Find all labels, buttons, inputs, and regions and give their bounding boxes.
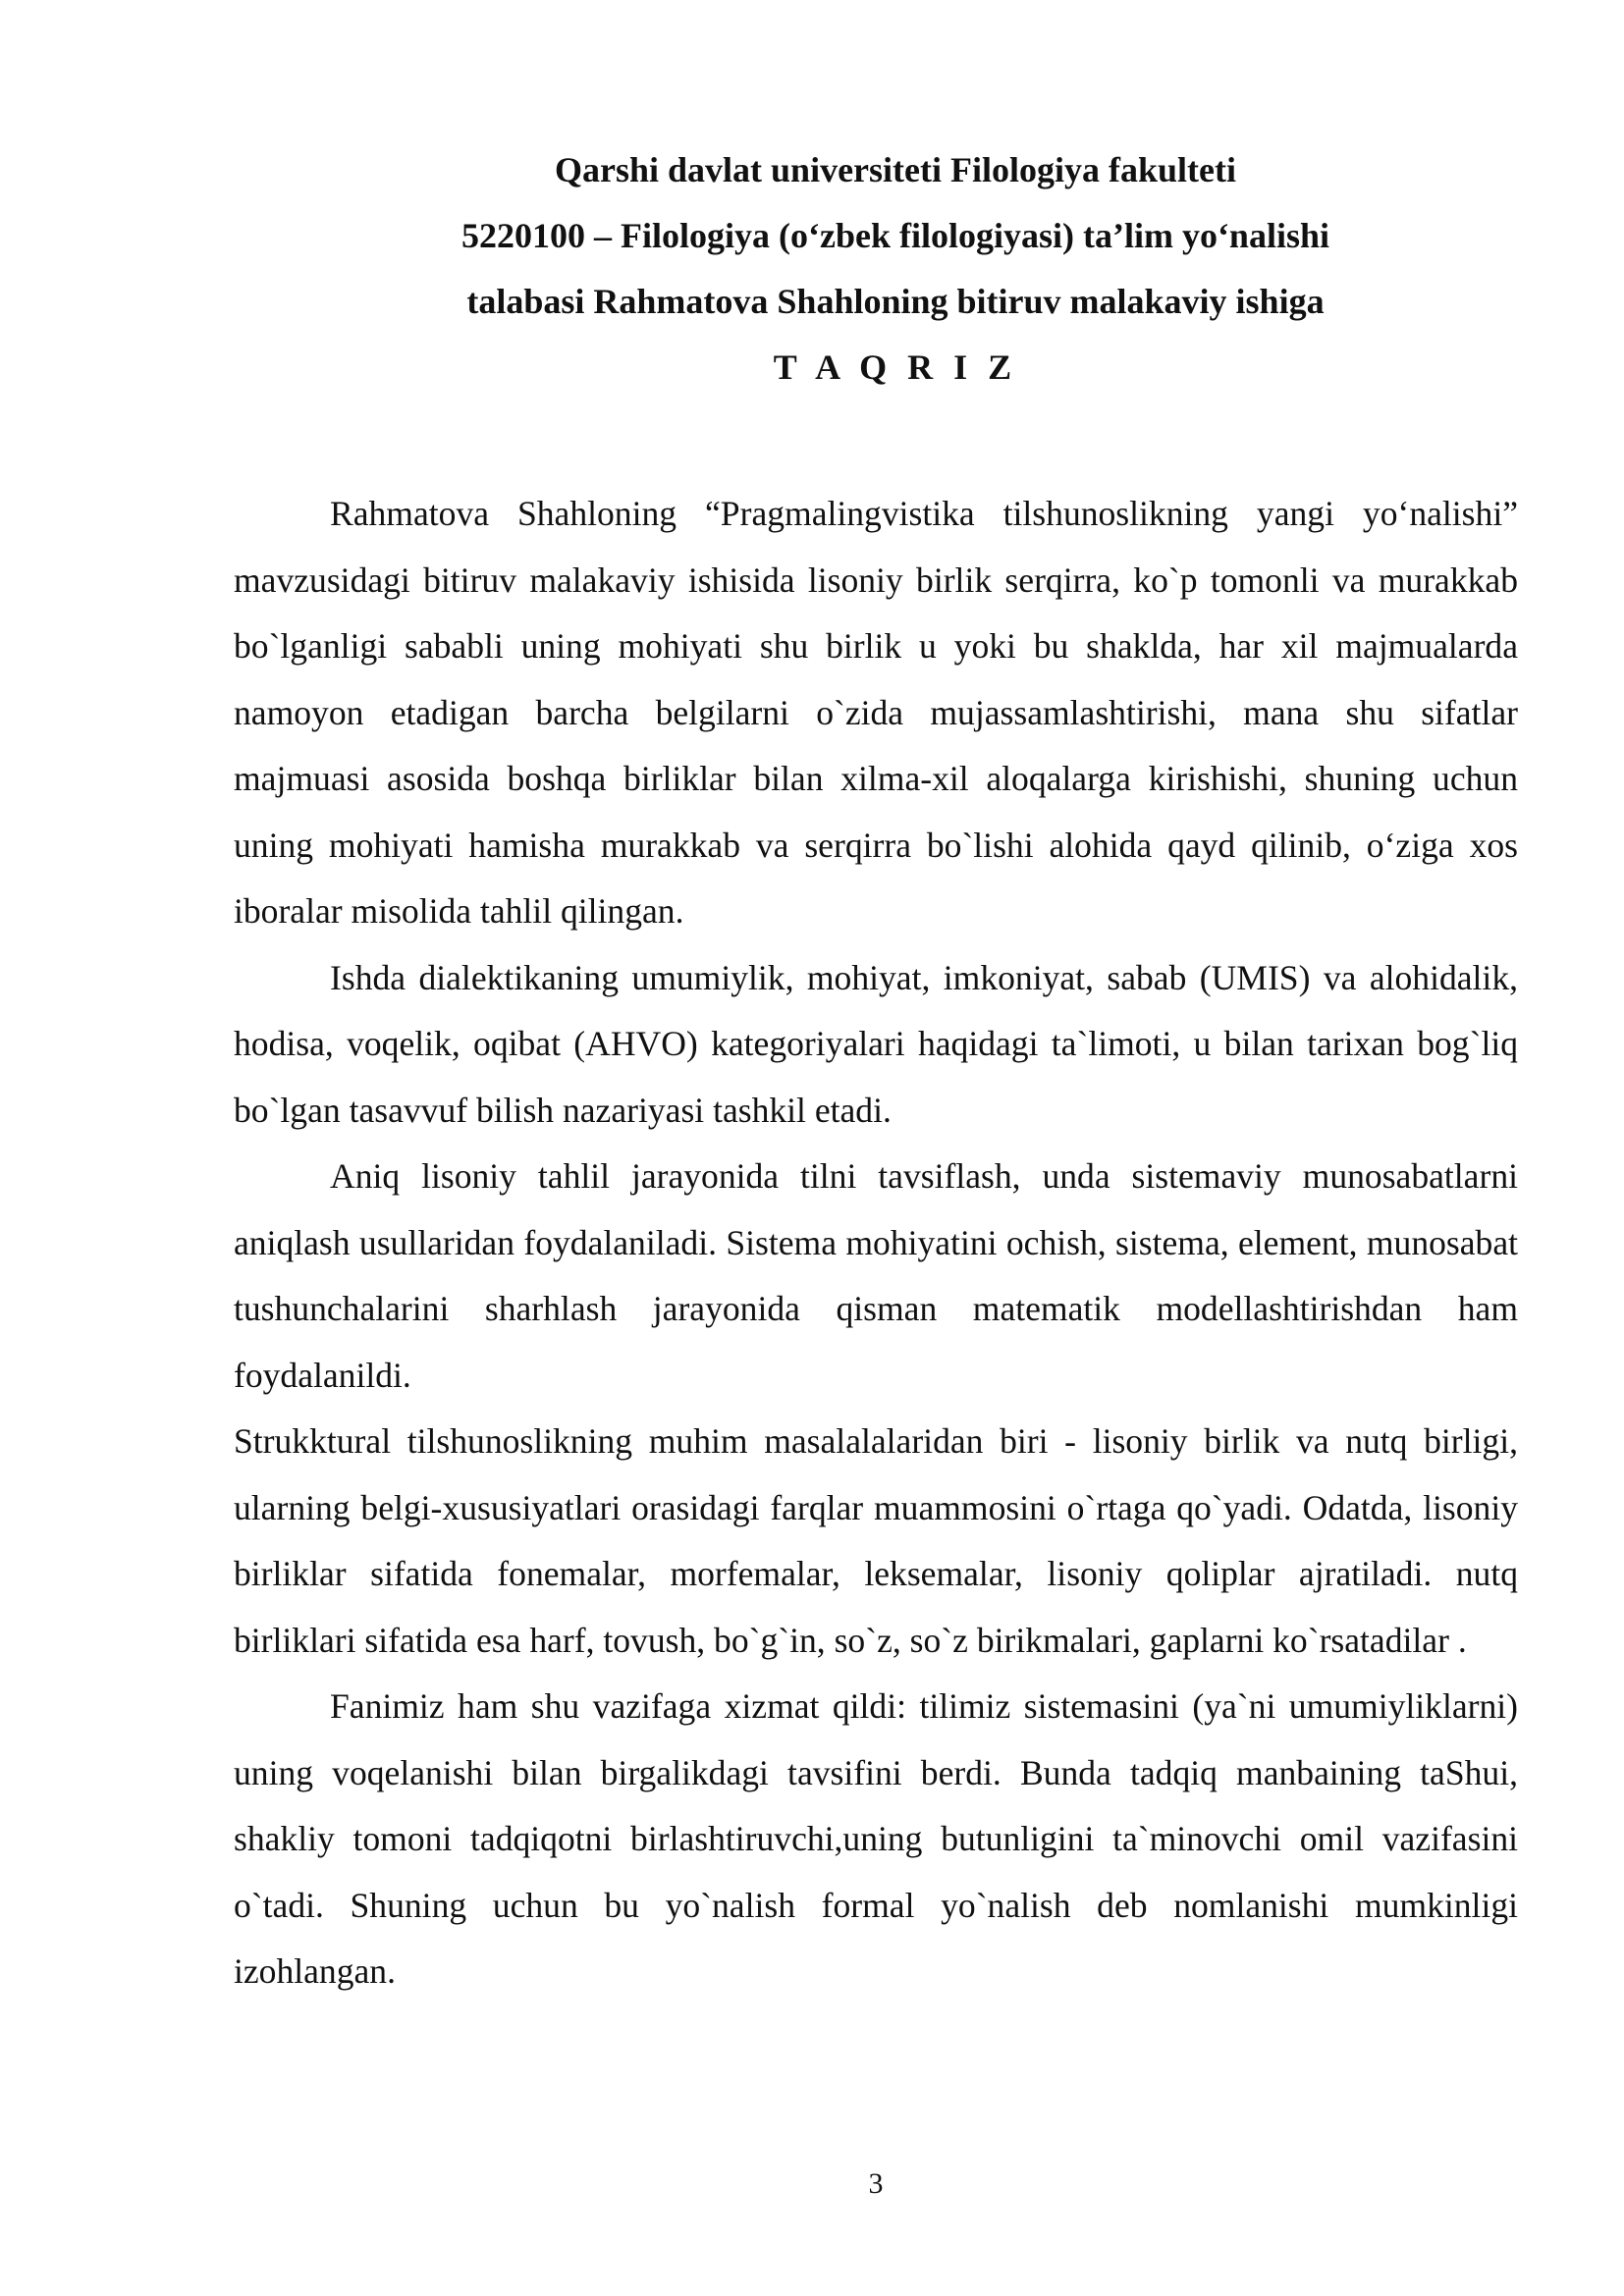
heading-line-student: talabasi Rahmatova Shahloning bitiruv malakaviy ishiga (466, 282, 1325, 321)
heading-line-university: Qarshi davlat universiteti Filologiya fakulteti (555, 150, 1236, 189)
paragraph-5: Fanimiz ham shu vazifaga xizmat qildi: tilimiz sistemasini (ya`ni umumiyliklarni) uning voqelanishi bilan birgalikdagi tavsifini berdi. Bunda tadqiq manbaining taShui, shakliy tomoni tadqiqotni birlashtiruvchi,uning butunligini ta`minovchi omil vazifasini o`tadi. Shuning uchun bu yo`nalish formal yo`nalish deb nomlanishi mumkinligi izohlangan. (234, 1686, 1518, 1991)
page-number: 3 (868, 2167, 884, 2200)
document-title: T A Q R I Z (773, 347, 1018, 387)
heading-line-program: 5220100 – Filologiya (o‘zbek filologiyasi) ta’lim yo‘nalishi (461, 216, 1329, 255)
paragraph-4: Strukktural tilshunoslikning muhim masalalalaridan biri - lisoniy birlik va nutq birligi, ularning belgi-xususiyatlari orasidagi farqlar muammosini o`rtaga qo`yadi. Odatda, lisoniy birliklar sifatida fonemalar, morfemalar, leksemalar, lisoniy qoliplar ajratiladi. nutq birliklari sifatida esa harf, tovush, bo`g`in, so`z, so`z birikmalari, gaplarni ko`rsatadilar . (234, 1421, 1518, 1660)
paragraph-3: Aniq lisoniy tahlil jarayonida tilni tavsiflash, unda sistemaviy munosabatlarni aniqlash usullaridan foydalaniladi. Sistema mohiyatini ochish, sistema, element, munosabat tushunchalarini sharhlash jarayonida qisman matematik modellashtirishdan ham foydalanildi. (234, 1156, 1518, 1395)
paragraph-2: Ishda dialektikaning umumiylik, mohiyat, imkoniyat, sabab (UMIS) va alohidalik, hodisa, voqelik, oqibat (AHVO) kategoriyalari haqidagi ta`limoti, u bilan tarixan bog`liq bo`lgan tasavvuf bilish nazariyasi tashkil etadi. (234, 957, 1518, 1130)
document-page (234, 137, 1518, 2005)
document-heading (234, 137, 1518, 400)
document-body (234, 481, 1518, 2005)
paragraph-1: Rahmatova Shahloning “Pragmalingvistika tilshunoslikning yangi yo‘nalishi” mavzusidagi bitiruv malakaviy ishisida lisoniy birlik serqirra, ko`p tomonli va murakkab bo`lganligi sababli uning mohiyati shu birlik u yoki bu shaklda, har xil majmualarda namoyon etadigan barcha belgilarni o`zida mujassamlashtirishi, mana shu sifatlar majmuasi asosida boshqa birliklar bilan xilma-xil aloqalarga kirishishi, shuning uchun uning mohiyati hamisha murakkab va serqirra bo`lishi alohida qayd qilinib, o‘ziga xos iboralar misolida tahlil qilingan. (234, 494, 1518, 931)
